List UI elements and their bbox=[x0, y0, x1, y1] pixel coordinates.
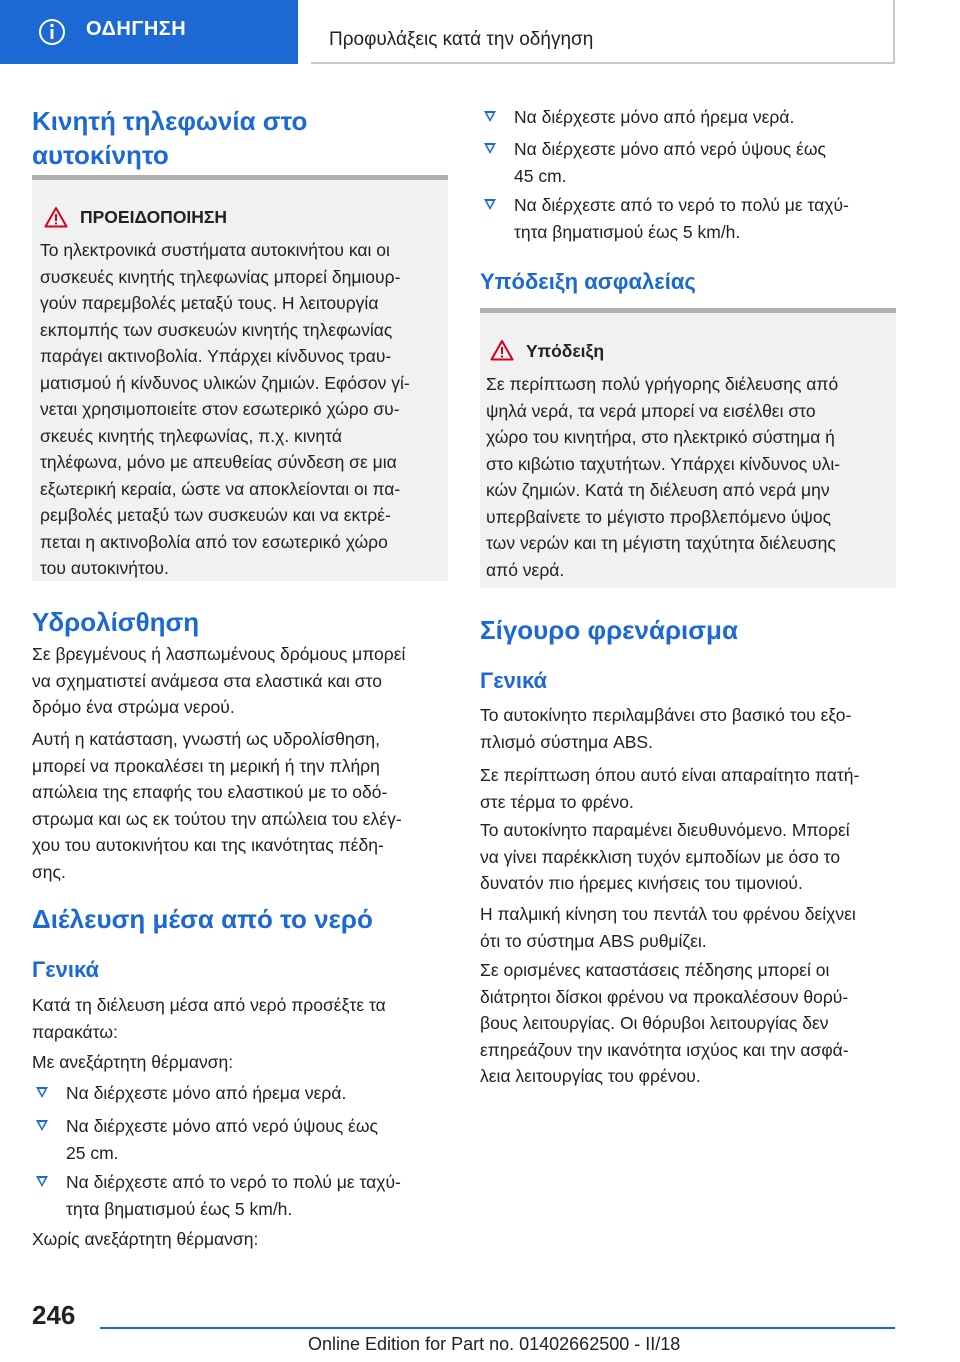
water-para-2: Με ανεξάρτητη θέρμανση: bbox=[32, 1052, 234, 1072]
heading-mobile-phone bbox=[32, 104, 448, 172]
text-line: παρακάτω: bbox=[32, 1021, 118, 1042]
text-line: Κατά τη διέλευση μέσα από νερό προσέξτε τα bbox=[32, 995, 386, 1015]
text-line: επηρεάζουν την ικανότητα ισχύος και την ασφά- bbox=[480, 1039, 849, 1060]
heading-braking: Σίγουρο φρενάρισμα bbox=[480, 615, 738, 645]
water-para-1 bbox=[32, 992, 448, 1045]
brake-para-2 bbox=[480, 762, 900, 815]
list-item bbox=[484, 104, 900, 131]
heading-mobile-phone-l1: Κινητή τηλεφωνία στο bbox=[32, 106, 308, 136]
text-line: χου του αυτοκινήτου και της ικανότητας πέδη- bbox=[32, 835, 384, 855]
bullet-triangle-icon bbox=[36, 1120, 48, 1131]
bullet-text bbox=[514, 104, 894, 131]
bullet-text bbox=[514, 136, 894, 189]
warning-line: εκπομπής των συσκευών κινητής τηλεφωνίας bbox=[40, 319, 393, 340]
warning-line: γούν παρεμβολές μεταξύ τους. Η λειτουργία bbox=[40, 293, 379, 313]
footer-divider bbox=[100, 1327, 895, 1329]
warning-line: εξωτερική κεραία, ώστε να αποκλείονται οι πα- bbox=[40, 478, 401, 499]
warning-line: νεται χρησιμοποιείτε στον εσωτερικό χώρο συ- bbox=[40, 399, 400, 419]
bullet-triangle-icon bbox=[484, 199, 496, 210]
heading-general-left: Γενικά bbox=[32, 957, 100, 982]
text-line: Σε βρεγμένους ή λασπωμένους δρόμους μπορεί bbox=[32, 644, 406, 664]
text-line: βους λειτουργίας. Οι θόρυβοι λειτουργίας δεν bbox=[480, 1013, 829, 1033]
warning-line: πεται η ακτινοβολία από τον εσωτερικό χώρο bbox=[40, 531, 388, 552]
warning-title: ΠΡΟΕΙΔΟΠΟΙΗΣΗ bbox=[80, 207, 228, 227]
bullet-triangle-icon bbox=[484, 143, 496, 154]
warning-line: συσκευές κινητής τηλεφωνίας μπορεί δημιουρ- bbox=[40, 266, 401, 287]
list-item bbox=[484, 192, 900, 246]
warning-line: σκευές κινητής τηλεφωνίας, π.χ. κινητά bbox=[40, 425, 342, 446]
text-line: μπορεί να προκαλέσει τη μερική ή την πλήρη bbox=[32, 755, 380, 776]
warning-line: ρεμβολές μεταξύ των συσκευών και να εκτρέ- bbox=[40, 505, 391, 525]
brake-para-3 bbox=[480, 817, 900, 897]
text-line: στρωμα και ως εκ τούτου την απώλεια του ελέγ- bbox=[32, 808, 402, 829]
text-line: Να διέρχεστε μόνο από ήρεμα νερά. bbox=[66, 1083, 347, 1103]
text-line: 45 cm. bbox=[514, 165, 567, 186]
brake-para-5 bbox=[480, 957, 900, 1090]
heading-mobile-phone-l2: αυτοκίνητο bbox=[32, 140, 169, 170]
bullet-text bbox=[514, 192, 894, 245]
text-line: τητα βηματισμού έως 5 km/h. bbox=[66, 1198, 293, 1219]
note-line: υπερβαίνετε το μέγιστο προβλεπόμενο ύψος bbox=[486, 506, 832, 527]
heading-general-right: Γενικά bbox=[480, 668, 548, 693]
bullet-triangle-icon bbox=[36, 1176, 48, 1187]
text-line: δρόμο ένα στρώμα νερού. bbox=[32, 697, 235, 717]
list-item bbox=[36, 1080, 452, 1107]
section-tab[interactable] bbox=[0, 0, 298, 64]
text-line: στε τέρμα το φρένο. bbox=[480, 791, 634, 812]
note-line: κών ζημιών. Κατά τη διέλευση από νερά μην bbox=[486, 480, 830, 500]
text-line: απώλεια της επαφής του ελαστικού με το οδό- bbox=[32, 782, 388, 802]
note-text bbox=[486, 371, 892, 583]
text-line: Να διέρχεστε από το νερό το πολύ με ταχύ- bbox=[514, 195, 849, 215]
warning-text bbox=[40, 237, 444, 582]
note-line: Σε περίπτωση πολύ γρήγορης διέλευσης από bbox=[486, 374, 839, 394]
list-item bbox=[484, 136, 900, 190]
page-number: 246 bbox=[32, 1300, 76, 1330]
water-para-3: Χωρίς ανεξάρτητη θέρμανση: bbox=[32, 1229, 259, 1249]
text-line: να σχηματιστεί ανάμεσα στα ελαστικά και στο bbox=[32, 670, 382, 691]
warning-line: τηλέφωνα, μόνο με απευθείας σύνδεση σε μια bbox=[40, 452, 397, 472]
text-line: λεια λειτουργίας του φρένου. bbox=[480, 1066, 701, 1086]
bullet-text bbox=[66, 1113, 446, 1166]
text-line: Να διέρχεστε μόνο από ήρεμα νερά. bbox=[514, 107, 795, 127]
bullet-triangle-icon bbox=[36, 1087, 48, 1098]
text-line: Το αυτοκίνητο παραμένει διευθυνόμενο. Μπορεί bbox=[480, 820, 850, 840]
aquaplaning-para-2 bbox=[32, 726, 448, 885]
note-line: των νερών και τη μέγιστη ταχύτητα διέλευσης bbox=[486, 533, 836, 553]
text-line: διάτρητοι δίσκοι φρένου να προκαλέσουν θορύ- bbox=[480, 986, 849, 1007]
text-line: Αυτή η κατάσταση, γνωστή ως υδρολίσθηση, bbox=[32, 729, 381, 749]
text-line: Το αυτοκίνητο περιλαμβάνει στο βασικό του εξο- bbox=[480, 705, 852, 725]
list-item bbox=[36, 1113, 452, 1167]
text-line: Σε ορισμένες καταστάσεις πέδησης μπορεί οι bbox=[480, 960, 830, 980]
brake-para-4 bbox=[480, 901, 900, 954]
list-item bbox=[36, 1169, 452, 1223]
note-title: Υπόδειξη bbox=[526, 341, 605, 361]
note-line: χώρο του κινητήρα, στο ηλεκτρικό σύστημα ή bbox=[486, 427, 835, 447]
bullet-text bbox=[66, 1080, 446, 1107]
text-line: Να διέρχεστε μόνο από νερό ύψους έως bbox=[514, 139, 826, 159]
note-line: ψηλά νερά, τα νερά μπορεί να εισέλθει στο bbox=[486, 400, 816, 421]
text-line: ότι το σύστημα ABS ρυθμίζει. bbox=[480, 930, 707, 951]
bullet-triangle-icon bbox=[484, 111, 496, 122]
text-line: Να διέρχεστε από το νερό το πολύ με ταχύ- bbox=[66, 1172, 401, 1192]
warning-line: ματισμού ή κίνδυνος υλικών ζημιών. Εφόσον γί- bbox=[40, 372, 410, 393]
warning-line: Το ηλεκτρονικά συστήματα αυτοκινήτου και οι bbox=[40, 240, 390, 260]
heading-water-crossing: Διέλευση μέσα από το νερό bbox=[32, 904, 373, 934]
note-line: από νερά. bbox=[486, 559, 565, 580]
section-label: ΟΔΗΓΗΣΗ bbox=[86, 18, 187, 40]
note-line: στο κιβώτιο ταχυτήτων. Υπάρχει κίνδυνος υλι- bbox=[486, 453, 841, 474]
text-line: πλισμό σύστημα ABS. bbox=[480, 731, 653, 752]
bullet-text bbox=[66, 1169, 446, 1222]
heading-safety-note: Υπόδειξη ασφαλείας bbox=[480, 269, 696, 294]
text-line: Να διέρχεστε μόνο από νερό ύψους έως bbox=[66, 1116, 378, 1136]
text-line: 25 cm. bbox=[66, 1142, 119, 1163]
warning-triangle-icon bbox=[44, 206, 68, 228]
aquaplaning-para-1 bbox=[32, 641, 448, 721]
warning-line: παράγει ακτινοβολία. Υπάρχει κίνδυνος τραυ- bbox=[40, 346, 392, 366]
breadcrumb bbox=[311, 0, 895, 64]
warning-triangle-icon bbox=[490, 339, 514, 361]
text-line: σης. bbox=[32, 861, 66, 882]
warning-box bbox=[32, 175, 448, 581]
note-box bbox=[480, 308, 896, 588]
brake-para-1 bbox=[480, 702, 900, 755]
info-icon bbox=[38, 18, 66, 46]
heading-aquaplaning: Υδρολίσθηση bbox=[32, 607, 200, 637]
breadcrumb-text: Προφυλάξεις κατά την οδήγηση bbox=[329, 29, 594, 50]
text-line: Σε περίπτωση όπου αυτό είναι απαραίτητο πατή- bbox=[480, 765, 860, 785]
text-line: δυνατόν πιο ήρεμες κινήσεις του τιμονιού. bbox=[480, 873, 803, 893]
warning-line: του αυτοκινήτου. bbox=[40, 558, 169, 578]
text-line: να γίνει παρέκκλιση τυχόν εμποδίων με όσο το bbox=[480, 846, 841, 867]
text-line: Η παλμική κίνηση του πεντάλ του φρένου δείχνει bbox=[480, 904, 856, 924]
edition-text: Online Edition for Part no. 01402662500 - II/18 bbox=[308, 1334, 681, 1354]
text-line: τητα βηματισμού έως 5 km/h. bbox=[514, 221, 741, 242]
